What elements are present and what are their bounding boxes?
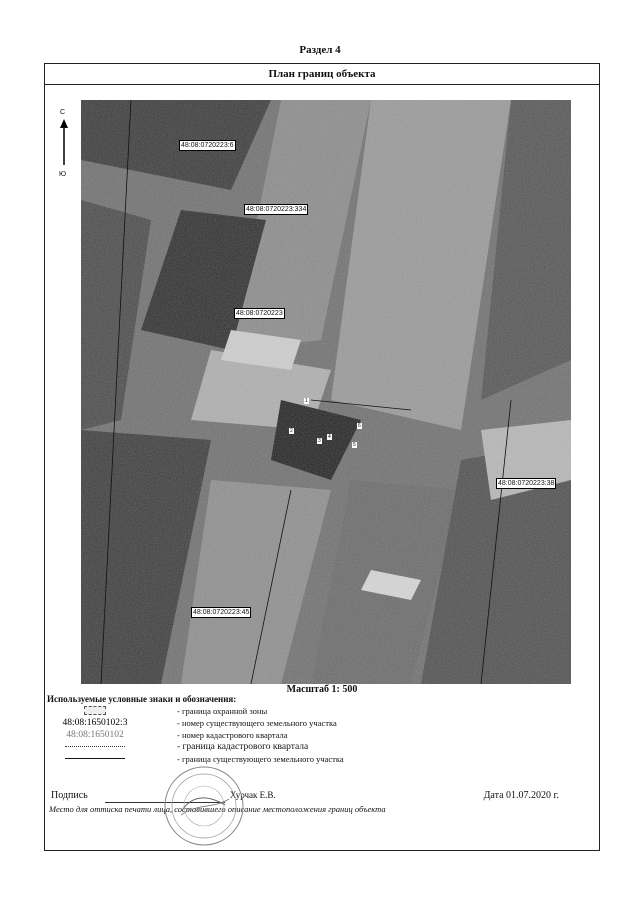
signature-date: Дата 01.07.2020 г. <box>483 790 559 801</box>
plan-frame <box>44 63 600 851</box>
cadastral-label: 48:08:0720223 <box>236 310 283 317</box>
boundary-point-label: 5 <box>353 442 356 448</box>
boundary-point-label: 2 <box>290 428 293 434</box>
boundary-point-label: 1 <box>305 398 308 404</box>
cadastral-label: 48:08:0720223:334 <box>246 206 307 213</box>
compass <box>57 109 71 179</box>
north-arrow-icon <box>57 119 71 169</box>
legend-symbol-text: 48:08:1650102 <box>66 730 124 740</box>
cadastral-label: 48:08:0720223:6 <box>181 142 234 149</box>
signer-name: Хурчак Е.В. <box>230 790 276 800</box>
boundary-point-label: 6 <box>358 423 361 429</box>
dashed-rect-icon <box>49 706 141 716</box>
cadastral-label: 48:08:0720223:38 <box>498 480 555 487</box>
legend-text: - граница охранной зоны <box>177 706 268 716</box>
solid-line-icon <box>49 754 141 764</box>
map-scale: Масштаб 1: 500 <box>286 684 358 695</box>
legend-text: - номер существующего земельного участка <box>177 718 337 728</box>
compass-north: С <box>60 109 66 116</box>
legend-text: - номер кадастрового квартала <box>177 730 288 740</box>
legend-symbol-text: 48:08:1650102:3 <box>62 718 128 728</box>
dotted-line-icon <box>49 742 141 752</box>
section-title: Раздел 4 <box>299 44 341 56</box>
compass-south: Ю <box>59 171 67 178</box>
seal-stamp-icon <box>163 765 245 847</box>
plan-title: План границ объекта <box>45 64 599 85</box>
legend-text: - граница кадастрового квартала <box>177 742 309 752</box>
stamp-note: Место для оттиска печати лица, составившего описание местоположения границ объекта <box>49 804 386 814</box>
boundary-point-label: 3 <box>318 438 321 444</box>
cadastral-label: 48:08:0720223:45 <box>193 609 250 616</box>
aerial-photo <box>81 100 571 684</box>
legend-text: - граница существующего земельного участка <box>177 754 344 764</box>
boundary-point-label: 4 <box>328 434 331 440</box>
legend-title: Используемые условные знаки и обозначения: <box>47 694 237 704</box>
signature-label: Подпись <box>51 790 88 801</box>
